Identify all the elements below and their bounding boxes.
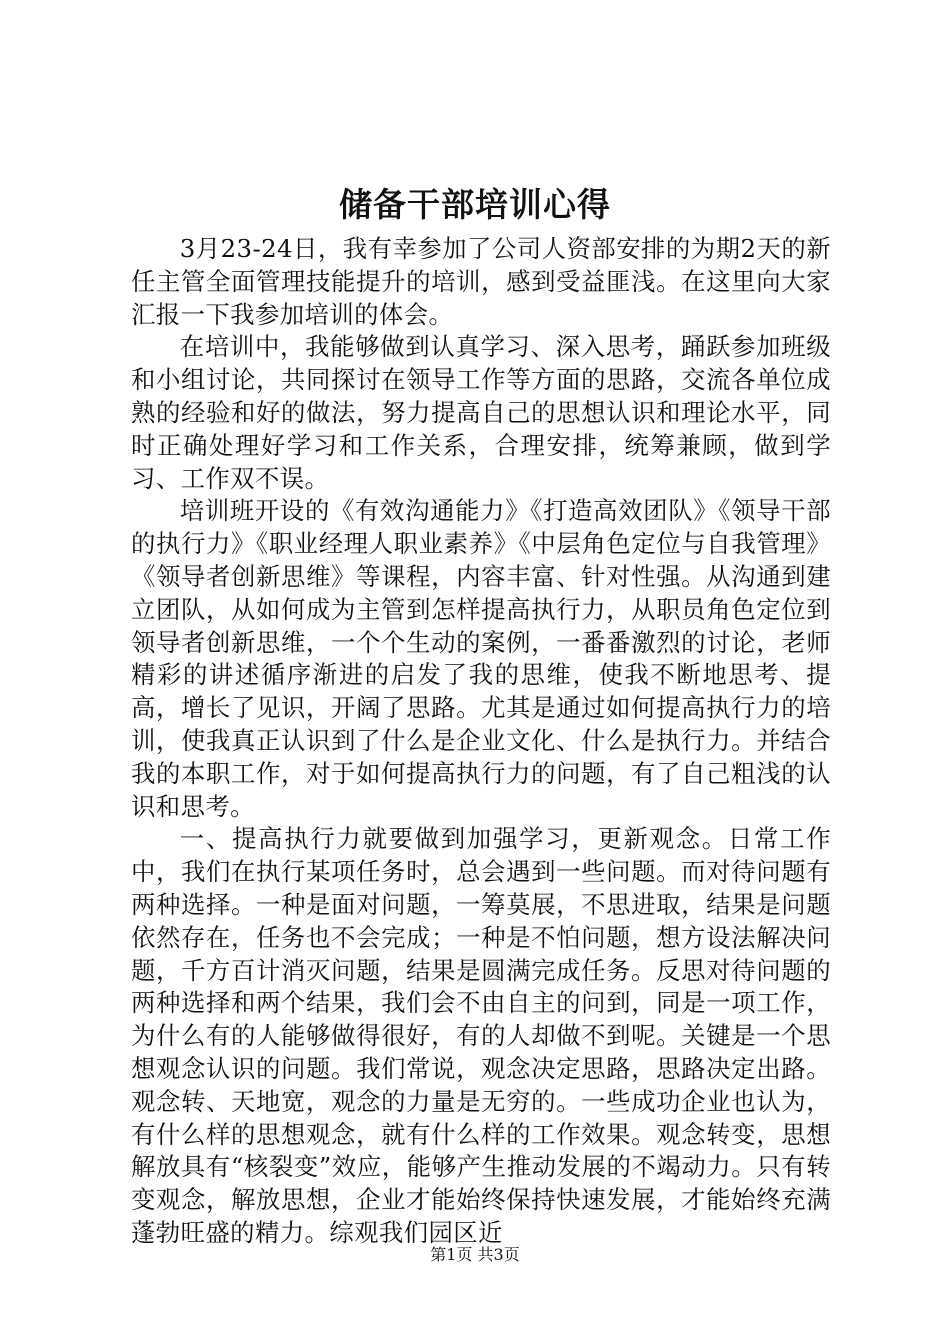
page-indicator: 第1页 共3页	[430, 1245, 520, 1264]
paragraph: 在培训中，我能够做到认真学习、深入思考，踊跃参加班级和小组讨论，共同探讨在领导工作等方面的思路，交流各单位成熟的经验和好的做法，努力提高自己的思想认识和理论水平，同时正确处理好学习和工作关系，合理安排，统筹兼顾，做到学习、工作双不误。	[131, 332, 831, 493]
paragraph: 一、提高执行力就要做到加强学习，更新观念。日常工作中，我们在执行某项任务时，总会遇到一些问题。而对待问题有两种选择。一种是面对问题，一筹莫展，不思进取，结果是问题依然存在，任务也不会完成；一种是不怕问题，想方设法解决问题，千方百计消灭问题，结果是圆满完成任务。反思对待问题的两种选择和两个结果，我们会不由自主的问到，同是一项工作，为什么有的人能够做得很好，有的人却做不到呢。关键是一个思想观念认识的问题。我们常说，观念决定思路，思路决定出路。观念转、天地宽，观念的力量是无穷的。一些成功企业也认为，有什么样的思想观念，就有什么样的工作效果。观念转变，思想解放具有“核裂变”效应，能够产生推动发展的不竭动力。只有转变观念，解放思想，企业才能始终保持快速发展，才能始终充满蓬勃旺盛的精力。综观我们园区近	[131, 824, 831, 1247]
paragraph: 3月23-24日，我有幸参加了公司人资部安排的为期2天的新任主管全面管理技能提升的培训，感到受益匪浅。在这里向大家汇报一下我参加培训的体会。	[131, 234, 831, 329]
page-footer	[0, 1244, 950, 1266]
document-title: 储备干部培训心得	[339, 185, 611, 224]
document-body	[131, 233, 831, 1250]
paragraph: 培训班开设的《有效沟通能力》《打造高效团队》《领导干部的执行力》《职业经理人职业素养》《中层角色定位与自我管理》《领导者创新思维》等课程，内容丰富、针对性强。从沟通到建立团队，从如何成为主管到怎样提高执行力，从职员角色定位到领导者创新思维，一个个生动的案例，一番番激烈的讨论，老师精彩的讲述循序渐进的启发了我的思维，使我不断地思考、提高，增长了见识，开阔了思路。尤其是通过如何提高执行力的培训，使我真正认识到了什么是企业文化、什么是执行力。并结合我的本职工作，对于如何提高执行力的问题，有了自己粗浅的认识和思考。	[131, 496, 831, 821]
